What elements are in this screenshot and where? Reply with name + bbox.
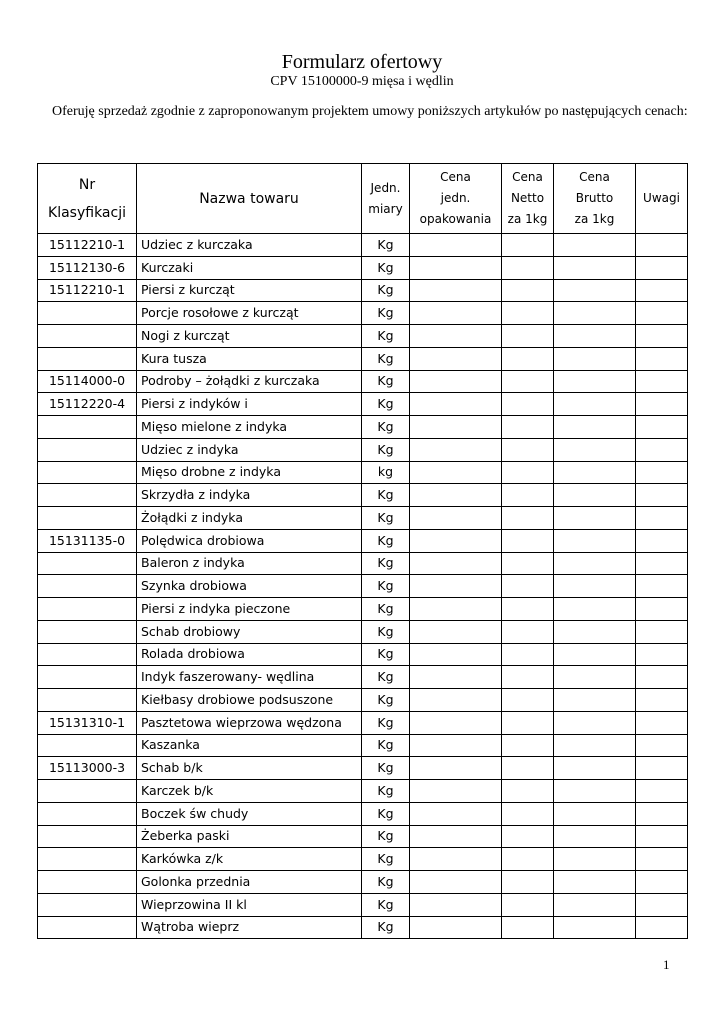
classification-number-cell [38, 552, 137, 575]
notes-cell [636, 438, 688, 461]
net-price-cell [502, 848, 554, 871]
unit-price-cell [410, 780, 502, 803]
notes-cell [636, 734, 688, 757]
table-row [38, 279, 688, 302]
classification-number-cell [38, 871, 137, 894]
unit-price-cell [410, 666, 502, 689]
classification-number-cell [38, 689, 137, 712]
net-price-cell [502, 666, 554, 689]
table-row [38, 689, 688, 712]
classification-number-cell: 15131135-0 [38, 529, 137, 552]
table-row [38, 370, 688, 393]
table-row [38, 438, 688, 461]
table-row [38, 484, 688, 507]
gross-price-cell [554, 325, 636, 348]
gross-price-cell [554, 689, 636, 712]
notes-cell [636, 598, 688, 621]
gross-price-cell [554, 734, 636, 757]
classification-number-cell [38, 893, 137, 916]
notes-cell [636, 302, 688, 325]
table-row [38, 711, 688, 734]
notes-cell [636, 416, 688, 439]
classification-number-cell [38, 575, 137, 598]
header-product-name: Nazwa towaru [137, 164, 362, 234]
net-price-cell [502, 484, 554, 507]
unit-cell: Kg [362, 325, 410, 348]
product-name-cell: Rolada drobiowa [137, 643, 362, 666]
table-row [38, 234, 688, 257]
unit-cell: kg [362, 461, 410, 484]
net-price-cell [502, 620, 554, 643]
net-price-cell [502, 893, 554, 916]
gross-price-cell [554, 461, 636, 484]
header-notes: Uwagi [636, 164, 688, 234]
unit-price-cell [410, 347, 502, 370]
unit-price-cell [410, 302, 502, 325]
table-row [38, 734, 688, 757]
unit-price-cell [410, 370, 502, 393]
gross-price-cell [554, 893, 636, 916]
unit-price-cell [410, 438, 502, 461]
gross-price-cell [554, 643, 636, 666]
unit-price-cell [410, 893, 502, 916]
classification-number-cell [38, 302, 137, 325]
classification-number-cell [38, 347, 137, 370]
gross-price-cell [554, 666, 636, 689]
unit-price-cell [410, 825, 502, 848]
table-row [38, 461, 688, 484]
product-name-cell: Porcje rosołowe z kurcząt [137, 302, 362, 325]
unit-price-cell [410, 757, 502, 780]
header-classification-number: Nr Klasyfikacji [38, 164, 137, 234]
unit-cell: Kg [362, 302, 410, 325]
notes-cell [636, 575, 688, 598]
unit-cell: Kg [362, 711, 410, 734]
unit-price-cell [410, 461, 502, 484]
net-price-cell [502, 916, 554, 939]
net-price-cell [502, 234, 554, 257]
notes-cell [636, 529, 688, 552]
table-row [38, 643, 688, 666]
unit-cell: Kg [362, 484, 410, 507]
unit-price-cell [410, 416, 502, 439]
product-name-cell: Żeberka paski [137, 825, 362, 848]
notes-cell [636, 325, 688, 348]
net-price-cell [502, 575, 554, 598]
product-name-cell: Pasztetowa wieprzowa wędzona [137, 711, 362, 734]
unit-cell: Kg [362, 552, 410, 575]
net-price-cell [502, 780, 554, 803]
unit-cell: Kg [362, 666, 410, 689]
classification-number-cell: 15113000-3 [38, 757, 137, 780]
product-name-cell: Kura tusza [137, 347, 362, 370]
table-row [38, 575, 688, 598]
classification-number-cell: 15112210-1 [38, 234, 137, 257]
product-name-cell: Żołądki z indyka [137, 507, 362, 530]
table-row [38, 552, 688, 575]
classification-number-cell [38, 620, 137, 643]
unit-price-cell [410, 484, 502, 507]
unit-cell: Kg [362, 780, 410, 803]
notes-cell [636, 234, 688, 257]
classification-number-cell [38, 643, 137, 666]
notes-cell [636, 279, 688, 302]
unit-cell: Kg [362, 734, 410, 757]
gross-price-cell [554, 438, 636, 461]
net-price-cell [502, 302, 554, 325]
product-name-cell: Indyk faszerowany- wędlina [137, 666, 362, 689]
table-row [38, 598, 688, 621]
notes-cell [636, 643, 688, 666]
header-gross-price: Cena Brutto za 1kg [554, 164, 636, 234]
table-header-row [38, 164, 688, 234]
gross-price-cell [554, 302, 636, 325]
net-price-cell [502, 461, 554, 484]
net-price-cell [502, 711, 554, 734]
net-price-cell [502, 370, 554, 393]
notes-cell [636, 780, 688, 803]
notes-cell [636, 893, 688, 916]
net-price-cell [502, 552, 554, 575]
gross-price-cell [554, 370, 636, 393]
unit-price-cell [410, 279, 502, 302]
notes-cell [636, 393, 688, 416]
unit-price-cell [410, 802, 502, 825]
header-unit: Jedn. miary [362, 164, 410, 234]
intro-paragraph: Oferuję sprzedaż zgodnie z zaproponowanym projektem umowy poniższych artykułów po następujących cenach: [52, 104, 688, 119]
unit-price-cell [410, 234, 502, 257]
gross-price-cell [554, 780, 636, 803]
product-name-cell: Piersi z indyków i [137, 393, 362, 416]
net-price-cell [502, 802, 554, 825]
unit-price-cell [410, 916, 502, 939]
product-name-cell: Polędwica drobiowa [137, 529, 362, 552]
unit-cell: Kg [362, 529, 410, 552]
unit-price-cell [410, 507, 502, 530]
unit-cell: Kg [362, 620, 410, 643]
product-name-cell: Kiełbasy drobiowe podsuszone [137, 689, 362, 712]
unit-price-cell [410, 689, 502, 712]
header-unit-price: Cena jedn. opakowania [410, 164, 502, 234]
classification-number-cell [38, 848, 137, 871]
product-name-cell: Golonka przednia [137, 871, 362, 894]
gross-price-cell [554, 393, 636, 416]
classification-number-cell: 15112210-1 [38, 279, 137, 302]
unit-price-cell [410, 620, 502, 643]
classification-number-cell: 15112220-4 [38, 393, 137, 416]
table-row [38, 848, 688, 871]
notes-cell [636, 871, 688, 894]
table-row [38, 256, 688, 279]
unit-cell: Kg [362, 507, 410, 530]
product-name-cell: Kurczaki [137, 256, 362, 279]
gross-price-cell [554, 825, 636, 848]
notes-cell [636, 848, 688, 871]
net-price-cell [502, 393, 554, 416]
unit-cell: Kg [362, 575, 410, 598]
notes-cell [636, 256, 688, 279]
product-name-cell: Baleron z indyka [137, 552, 362, 575]
table-row [38, 620, 688, 643]
table-row [38, 916, 688, 939]
net-price-cell [502, 643, 554, 666]
table-row [38, 666, 688, 689]
unit-cell: Kg [362, 871, 410, 894]
notes-cell [636, 507, 688, 530]
gross-price-cell [554, 507, 636, 530]
net-price-cell [502, 279, 554, 302]
unit-cell: Kg [362, 848, 410, 871]
net-price-cell [502, 325, 554, 348]
classification-number-cell [38, 916, 137, 939]
classification-number-cell [38, 780, 137, 803]
unit-cell: Kg [362, 347, 410, 370]
net-price-cell [502, 416, 554, 439]
document-title: Formularz ofertowy [281, 51, 443, 73]
table-row [38, 802, 688, 825]
unit-cell: Kg [362, 438, 410, 461]
net-price-cell [502, 734, 554, 757]
product-name-cell: Podroby – żołądki z kurczaka [137, 370, 362, 393]
unit-price-cell [410, 529, 502, 552]
unit-price-cell [410, 256, 502, 279]
table-row [38, 507, 688, 530]
classification-number-cell [38, 666, 137, 689]
notes-cell [636, 552, 688, 575]
unit-cell: Kg [362, 802, 410, 825]
net-price-cell [502, 438, 554, 461]
product-name-cell: Skrzydła z indyka [137, 484, 362, 507]
unit-cell: Kg [362, 757, 410, 780]
table-row [38, 529, 688, 552]
gross-price-cell [554, 871, 636, 894]
unit-cell: Kg [362, 825, 410, 848]
unit-price-cell [410, 598, 502, 621]
table-row [38, 871, 688, 894]
unit-price-cell [410, 643, 502, 666]
unit-cell: Kg [362, 416, 410, 439]
gross-price-cell [554, 347, 636, 370]
product-name-cell: Mięso mielone z indyka [137, 416, 362, 439]
net-price-cell [502, 347, 554, 370]
unit-price-cell [410, 871, 502, 894]
gross-price-cell [554, 620, 636, 643]
table-row [38, 302, 688, 325]
gross-price-cell [554, 802, 636, 825]
gross-price-cell [554, 552, 636, 575]
gross-price-cell [554, 711, 636, 734]
classification-number-cell [38, 484, 137, 507]
unit-cell: Kg [362, 893, 410, 916]
notes-cell [636, 370, 688, 393]
product-name-cell: Karczek b/k [137, 780, 362, 803]
net-price-cell [502, 256, 554, 279]
unit-price-cell [410, 393, 502, 416]
net-price-cell [502, 757, 554, 780]
notes-cell [636, 825, 688, 848]
table-row [38, 325, 688, 348]
gross-price-cell [554, 848, 636, 871]
classification-number-cell [38, 438, 137, 461]
gross-price-cell [554, 916, 636, 939]
unit-cell: Kg [362, 643, 410, 666]
net-price-cell [502, 871, 554, 894]
gross-price-cell [554, 757, 636, 780]
header-net-price: Cena Netto za 1kg [502, 164, 554, 234]
classification-number-cell [38, 734, 137, 757]
notes-cell [636, 461, 688, 484]
table-row [38, 416, 688, 439]
product-name-cell: Schab b/k [137, 757, 362, 780]
table-row [38, 347, 688, 370]
classification-number-cell: 15131310-1 [38, 711, 137, 734]
product-name-cell: Piersi z indyka pieczone [137, 598, 362, 621]
unit-price-cell [410, 711, 502, 734]
gross-price-cell [554, 256, 636, 279]
unit-cell: Kg [362, 234, 410, 257]
classification-number-cell [38, 461, 137, 484]
gross-price-cell [554, 484, 636, 507]
product-name-cell: Piersi z kurcząt [137, 279, 362, 302]
classification-number-cell: 15114000-0 [38, 370, 137, 393]
product-name-cell: Kaszanka [137, 734, 362, 757]
product-name-cell: Schab drobiowy [137, 620, 362, 643]
gross-price-cell [554, 598, 636, 621]
product-name-cell: Udziec z indyka [137, 438, 362, 461]
product-name-cell: Udziec z kurczaka [137, 234, 362, 257]
unit-cell: Kg [362, 689, 410, 712]
unit-cell: Kg [362, 370, 410, 393]
unit-price-cell [410, 575, 502, 598]
table-body [38, 234, 688, 939]
notes-cell [636, 711, 688, 734]
classification-number-cell [38, 825, 137, 848]
notes-cell [636, 757, 688, 780]
net-price-cell [502, 689, 554, 712]
table-row [38, 825, 688, 848]
product-name-cell: Wieprzowina II kl [137, 893, 362, 916]
gross-price-cell [554, 234, 636, 257]
net-price-cell [502, 825, 554, 848]
classification-number-cell [38, 507, 137, 530]
gross-price-cell [554, 416, 636, 439]
net-price-cell [502, 507, 554, 530]
classification-number-cell: 15112130-6 [38, 256, 137, 279]
unit-cell: Kg [362, 916, 410, 939]
unit-cell: Kg [362, 598, 410, 621]
document-subtitle: CPV 15100000-9 mięsa i wędlin [270, 74, 454, 89]
product-name-cell: Mięso drobne z indyka [137, 461, 362, 484]
notes-cell [636, 689, 688, 712]
product-name-cell: Wątroba wieprz [137, 916, 362, 939]
unit-price-cell [410, 552, 502, 575]
table-row [38, 780, 688, 803]
gross-price-cell [554, 529, 636, 552]
classification-number-cell [38, 325, 137, 348]
unit-price-cell [410, 848, 502, 871]
offer-table [37, 163, 688, 939]
unit-cell: Kg [362, 279, 410, 302]
table-row [38, 393, 688, 416]
classification-number-cell [38, 598, 137, 621]
classification-number-cell [38, 416, 137, 439]
net-price-cell [502, 598, 554, 621]
notes-cell [636, 620, 688, 643]
net-price-cell [502, 529, 554, 552]
gross-price-cell [554, 279, 636, 302]
classification-number-cell [38, 802, 137, 825]
notes-cell [636, 802, 688, 825]
table-row [38, 757, 688, 780]
product-name-cell: Szynka drobiowa [137, 575, 362, 598]
page-number: 1 [663, 957, 670, 972]
product-name-cell: Boczek św chudy [137, 802, 362, 825]
unit-cell: Kg [362, 393, 410, 416]
notes-cell [636, 916, 688, 939]
unit-price-cell [410, 734, 502, 757]
notes-cell [636, 347, 688, 370]
unit-price-cell [410, 325, 502, 348]
notes-cell [636, 484, 688, 507]
table-row [38, 893, 688, 916]
product-name-cell: Karkówka z/k [137, 848, 362, 871]
notes-cell [636, 666, 688, 689]
product-name-cell: Nogi z kurcząt [137, 325, 362, 348]
gross-price-cell [554, 575, 636, 598]
unit-cell: Kg [362, 256, 410, 279]
